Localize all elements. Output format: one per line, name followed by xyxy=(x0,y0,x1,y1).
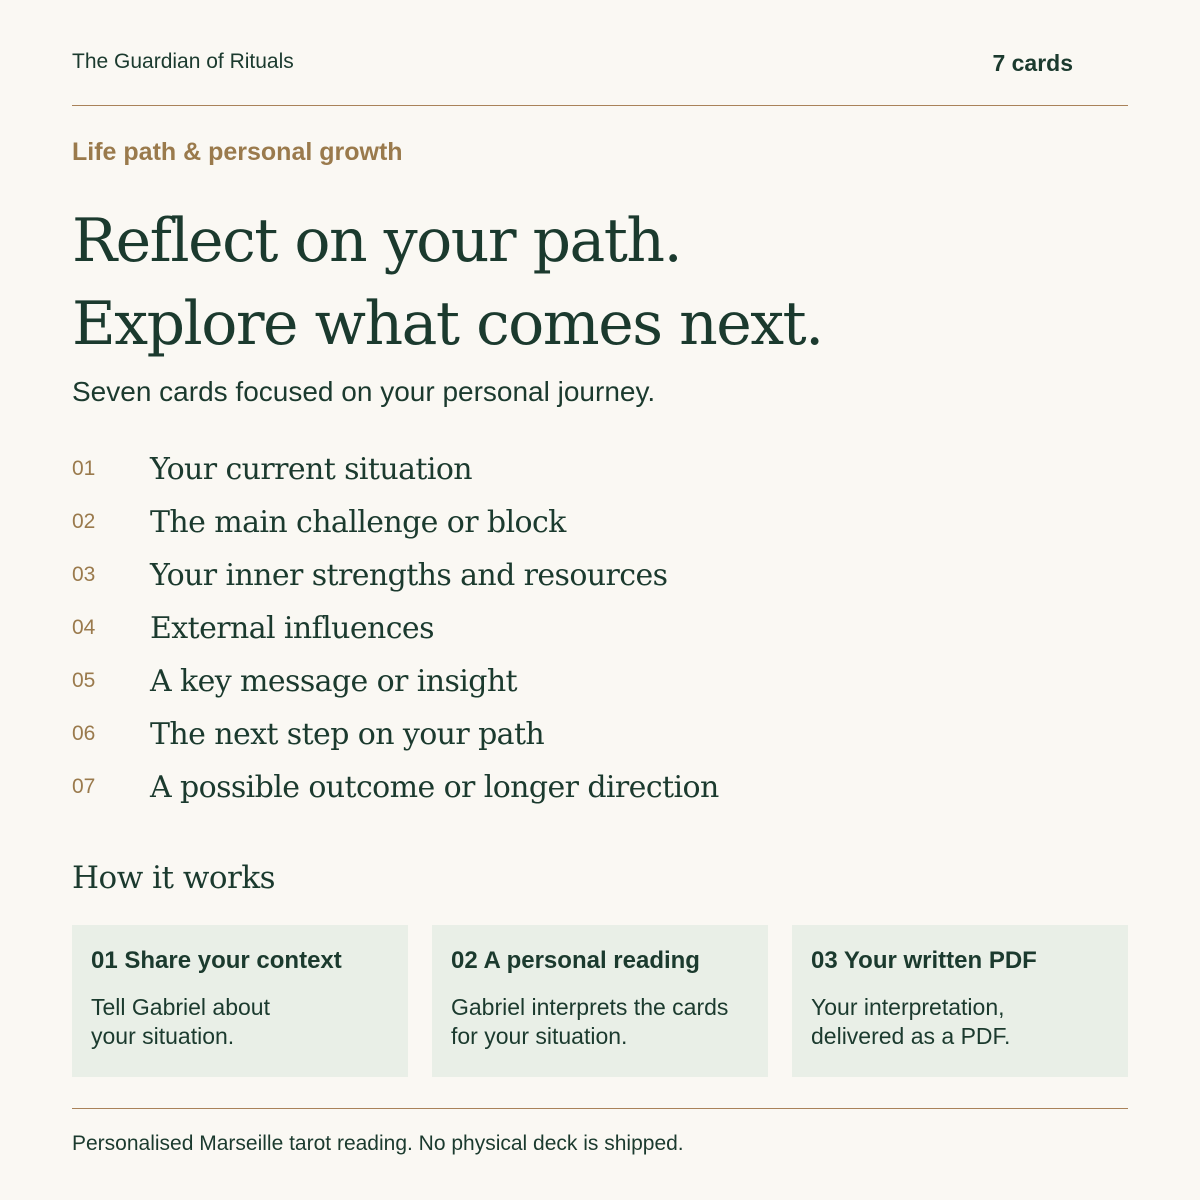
step-card-written-pdf xyxy=(792,925,1128,1077)
position-number: 06 xyxy=(72,722,96,745)
list-item xyxy=(72,664,1128,717)
position-number: 07 xyxy=(72,775,96,798)
position-number: 04 xyxy=(72,616,96,639)
step-card-personal-reading xyxy=(432,925,768,1077)
footer-divider xyxy=(72,1108,1128,1109)
subheading: Seven cards focused on your personal journey. xyxy=(72,376,656,407)
step-description-line: Tell Gabriel about xyxy=(91,994,270,1020)
position-label: A key message or insight xyxy=(150,664,518,699)
list-item xyxy=(72,505,1128,558)
position-number: 01 xyxy=(72,457,96,480)
list-item xyxy=(72,717,1128,770)
header xyxy=(72,50,1128,80)
footer-note: Personalised Marseille tarot reading. No physical deck is shipped. xyxy=(72,1132,684,1155)
how-it-works-heading: How it works xyxy=(72,860,276,896)
card-positions-list xyxy=(72,452,1128,823)
position-label: The main challenge or block xyxy=(150,505,566,540)
headline-line-1: Reflect on your path. xyxy=(72,206,682,276)
page-title xyxy=(72,200,823,366)
card-count-badge: 7 cards xyxy=(992,50,1073,76)
step-description-line: delivered as a PDF. xyxy=(811,1023,1011,1049)
list-item xyxy=(72,558,1128,611)
step-description-line: Your interpretation, xyxy=(811,994,1005,1020)
header-divider xyxy=(72,105,1128,106)
step-description-line: your situation. xyxy=(91,1023,235,1049)
how-it-works-steps xyxy=(72,925,1128,1077)
brand-name: The Guardian of Rituals xyxy=(72,50,294,73)
position-label: The next step on your path xyxy=(150,717,545,752)
position-number: 02 xyxy=(72,510,96,533)
position-label: Your current situation xyxy=(150,452,473,487)
step-description-line: Gabriel interprets the cards xyxy=(451,994,729,1020)
position-number: 05 xyxy=(72,669,96,692)
list-item xyxy=(72,452,1128,505)
page xyxy=(72,0,1128,1200)
step-title: 01 Share your context xyxy=(91,947,342,974)
step-card-share-context xyxy=(72,925,408,1077)
step-description-line: for your situation. xyxy=(451,1023,628,1049)
step-title: 02 A personal reading xyxy=(451,947,700,974)
position-number: 03 xyxy=(72,563,96,586)
headline-line-2: Explore what comes next. xyxy=(72,289,823,359)
step-title: 03 Your written PDF xyxy=(811,947,1037,974)
list-item xyxy=(72,770,1128,823)
position-label: External influences xyxy=(150,611,434,646)
position-label: A possible outcome or longer direction xyxy=(150,770,719,805)
category-eyebrow: Life path & personal growth xyxy=(72,138,403,166)
list-item xyxy=(72,611,1128,664)
position-label: Your inner strengths and resources xyxy=(150,558,668,593)
